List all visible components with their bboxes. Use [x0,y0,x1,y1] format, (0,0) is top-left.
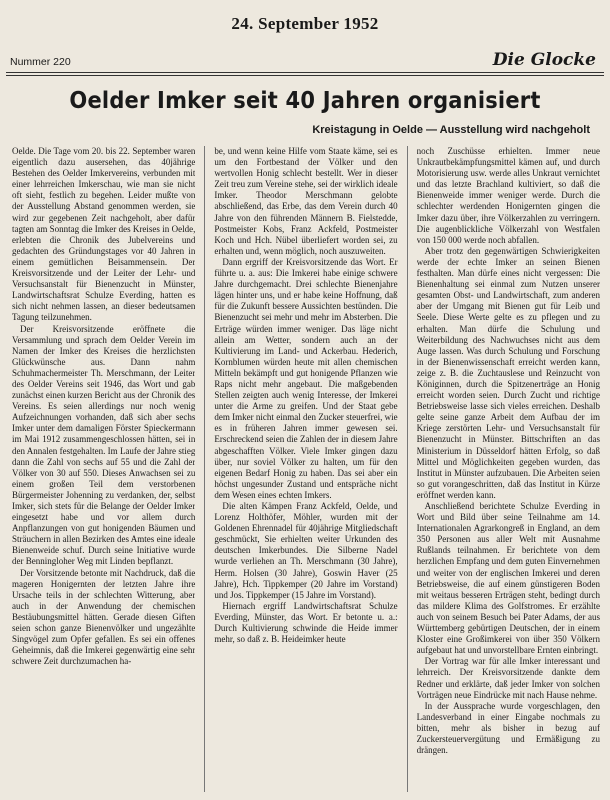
newspaper-masthead: Die Glocke [492,50,596,70]
column-2-paragraph: Die alten Kämpen Franz Ackfeld, Oelde, und Lorenz Holthöfer, Möhler, wurden mit der Goldenen Ehrennadel für 40jährige Mitgliedschaft geschmückt, Sie erhielten weiter Urkunden des deutschen Imkerbundes. Die Silberne Nadel wurde verliehen an Th. Merschmann (30 Jahre), Herm. Holsen (30 Jahre), Goswin Haver (25 Jahre), Hch. Tippkemper (20 Jahre im Vorstand) und Jos. Tippkemper (15 Jahre im Vorstand). [214,501,398,600]
page-date: 24. September 1952 [231,14,379,33]
column-3-paragraph: Aber trotz den gegenwärtigen Schwierigkeiten werde der echte Imker an seinen Bienen festhalten. Man dürfe eines nicht vergessen: Die Bienenhaltung sei einmal zum Nutzen unserer gesamten Obst- und Landwirtschaft, zum anderen aber der Umgang mit Bienen gut für Leib und Seele. Diese Werte gelte es zu pflegen und zu erhalten. Man dürfe die Schulung und Weiterbildung des Nachwuchses nicht aus dem Auge lassen. Was durch Schulung und Forschung in der Bienenwissenschaft erreicht werden kann, zeige z. B. die Zuchtauslese und Reinzucht von Königinnen, durch die Spitzenerträge an Honig erreicht worden seien. Durch Zucht und richtige Betriebsweise lasse sich vieles erreichen. Deshalb gelte seine ganze Arbeit dem Aufbau der im Kriege zerstörten Lehr- und Versuchsanstalt für Bienenzucht in Münster. Bittschriften an das Ministerium in Düsseldorf hätten Erfolg, so daß Mittel und Möglichkeiten gegeben wurden, das Institut in Münster aufzubauen. Die Arbeiten seien so gut vorangeschritten, daß das Institut in Kürze eröffnet werden kann. [416,245,600,500]
article-column-2 [214,146,397,792]
column-2-paragraph: Hiernach ergriff Landwirtschaftsrat Schulze Everding, Münster, das Wort. Er betonte u. a.: Durch Kultivierung schwinde die Heide immer mehr, so daß z. B. Heideimker heute [214,600,398,645]
column-1-paragraph: Oelde. Die Tage vom 20. bis 22. September waren eigentlich dazu ausersehen, das 40jährige Bestehen des Oelder Imkervereins, verbunden mit einer lehrreichen Imkerschau, wie man sie nicht oft sieht, festlich zu begehen. Leider mußte von der Ausstellung Abstand genommen werden, sie wird zur gegebenen Zeit nachgeholt, aber dafür tagten am Sonntag die Imker des Kreises in Oelde, erlebten die Chronik des Jubelvereins und gedachten des Gründungstages vor 40 Jahren in einem gemütlichen Beisammensein. Der Kreisvorsitzende und der Leiter der Lehr- und Versuchsanstalt für Bienenzucht in Münster, Landwirtschaftsrat Schulze Everding, hatten es sich nicht nehmen lassen, an dieser bedeutsamen Tagung teilzunehmen. [12,146,196,323]
column-1-paragraph: Der Kreisvorsitzende eröffnete die Versammlung und sprach dem Oelder Verein im Namen der Imker des Kreises die herzlichsten Glückwünsche aus. Dann nahm Schuhmachermeister Th. Merschmann, der Leiter des Oelder Vereins seit 1946, das Wort und gab zunächst einen kurzen Bericht aus der Chronik des Vereins. Es seien allerdings nur noch wenig Aufzeichnungen vorhanden, daß sich aber sechs Imker unter dem damaligen Förster Spieckermann im Mai 1912 zusammengeschlossen hätten, sei in den Annalen festgehalten. Im Laufe der Jahre stieg dann die Zahl von sechs auf 55 und die Zahl der Völker von 30 auf 550. Dieses Anwachsen sei zu einem großen Teil dem verstorbenen Bürgermeister Johenning zu verdanken, der, selbst Imker, sich stets für die Belange der Oelder Imker eingesetzt habe und vor allem durch Anpflanzungen von gut honigenden Bäumen und Sträuchern in allen Bezirken des Amtes eine ideale Bienenweide schuf. Durch seine Initiative wurde der Benningloher Weg mit Linden bepflanzt. [12,323,196,567]
column-3-paragraph: In der Aussprache wurde vorgeschlagen, den Landesverband in einer Eingabe nochmals zu bitten, mehr als bisher in bezug auf Zuckersteuervergütung und Ermäßigung zu drängen. [416,700,600,756]
issue-number: Nummer 220 [10,56,71,68]
column-3-paragraph: Der Vortrag war für alle Imker interessant und lehrreich. Der Kreisvorsitzende dankte dem Redner und erklärte, daß jeder Imker von solchen Vorträgen neue Eindrücke mit nach Hause nehme. [416,656,600,700]
article-subheadline: Kreistagung in Oelde — Ausstellung wird nachgeholt [312,124,590,136]
column-2-paragraph: be, und wenn keine Hilfe vom Staate käme, sei es um den Fortbestand der Völker und den wertvollen Honig schlecht bestellt. Wer in dieser Zeit treu zum Vereine stehe, sei der wirklich ideale Imker. Theodor Merschmann gelobte abschließend, das Erbe, das dem Verein durch 40 Jahre von den führenden Männern B. Fielstedde, Postmeister Kobs, Franz Ackfeld, Postmeister Koch und Hch. Nübel überliefert worden sei, zu erhalten und, wenn möglich, noch auszuweiten. [214,146,398,256]
column-2-paragraph: Dann ergriff der Kreisvorsitzende das Wort. Er führte u. a. aus: Die Imkerei habe einige schwere Jahre durchgemacht. Drei schlechte Bienenjahre lägen hinter uns, und er habe keine Hoffnung, daß für die Zukunft bessere Aussichten bestünden. Die Bienenzucht sei mehr und mehr im Absterben. Die Erträge würden immer weniger. Das läge nicht allein am Wetter, sondern auch an der Kultivierung im Land- und Ackerbau. Hederich, Kornblumen würden heute mit allen chemischen Mitteln bekämpft und gut honigende Pflanzen wie Raps nicht mehr angebaut. Die maßgebenden Stellen zeigten auch wenig Interesse, der Imkerei unter die Arme zu greifen. Und der Staat gebe dem Imker nicht einmal den Zucker steuerfrei, wie es in früheren Jahren immer gewesen sei. Erschreckend seien die Zahlen der in diesem Jahre abgeschafften Völker. Viele Imker gingen dazu über, nur soviel Völker zu halten, um für den eigenen Bedarf Honig zu haben. Das sei aber ein höchst ungesunder Zustand und entspräche nicht dem Wesen eines echten Imkers. [214,256,398,500]
header-rule [6,72,604,73]
column-3-paragraph: Anschließend berichtete Schulze Everding in Wort und Bild über seine Teilnahme am 14. Internationalen Agrarkongreß in England, an dem 350 Personen aus aller Welt mit Ausnahme Rußlands teilnahmen. Er berichtete von dem herzlichen Empfang und dem guten Einvernehmen und weiter von der englischen Imkerei und deren Betriebsweise, die auf einem günstigeren Boden mit weitaus besseren Erträgen steht, bedingt durch das mildere Klima des Golfstromes. Er erzählte auch von seinem Besuch bei Pater Adams, der aus Württemberg gebürtigen Deutschen, der in einem Kloster eine Großimkerei von über 350 Völkern aufgebaut hat und unvorstellbare Ernten einbringt. [416,501,600,656]
article-headline: Oelder Imker seit 40 Jahren organisiert [69,86,541,114]
article-column-3 [417,146,600,792]
column-1-paragraph: Der Vorsitzende betonte mit Nachdruck, daß die mageren Honigernten der letzten Jahre ihre Ursache teils in der schlechten Witterung, aber auch in der Anwendung der chemischen Bestäubungsmittel hätten. Gerade diesen Giften seien schon ganze Bienenvölker und ungezählte Singvögel zum Opfer gefallen. Es sei ein offenes Geheimnis, daß die Imkerei gegenwärtig eine sehr schwere Zeit durchzumachen ha- [12,567,196,667]
column-divider [407,146,408,792]
header-rule-secondary [6,75,604,76]
column-3-paragraph: noch Zuschüsse erhielten. Immer neue Unkrautbekämpfungsmittel kämen auf, und durch Motorisierung usw. werde alles Unkraut vernichtet und das letzte Brachland kultiviert, so daß die Bienenweide immer weniger werde. Durch die schlechter werdenden Honigernten gingen die Imker dazu über, ihre Völkerzahlen zu verringern. Die augenblickliche Völkerzahl von Westfalen von 150 000 werde noch abfallen. [416,146,600,245]
article-body [12,146,600,792]
column-divider [204,146,205,792]
article-column-1 [12,146,195,792]
